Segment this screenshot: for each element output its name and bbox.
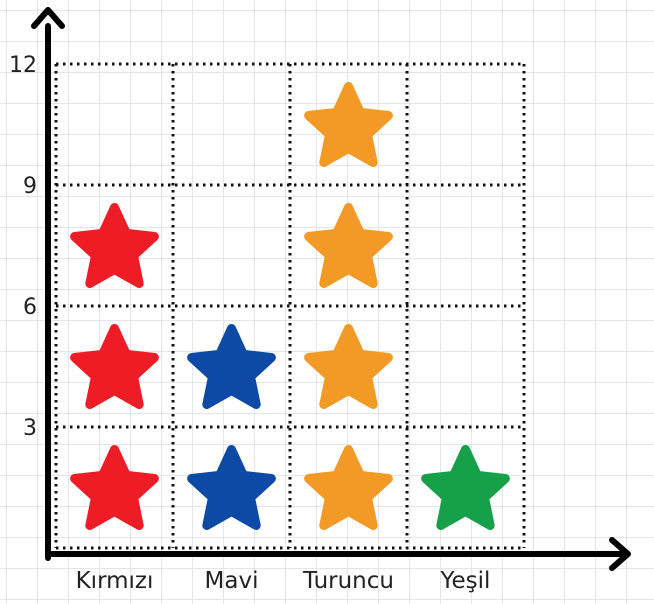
y-tick-label: 3 (23, 416, 37, 441)
star-icon (192, 329, 272, 405)
star-icon (75, 208, 155, 284)
star-icon (75, 450, 155, 526)
star-icon (309, 87, 389, 163)
x-tick-label: Yeşil (440, 568, 491, 594)
x-tick-label: Kırmızı (75, 568, 154, 594)
star-icon (309, 329, 389, 405)
y-tick-label: 6 (23, 295, 37, 320)
star-icon (309, 450, 389, 526)
x-tick-label: Mavi (204, 568, 259, 594)
y-tick-label: 9 (23, 174, 37, 199)
star-icon (192, 450, 272, 526)
x-tick-label: Turuncu (303, 568, 394, 594)
x-tick-labels (76, 568, 491, 594)
star-icon (75, 329, 155, 405)
stars (75, 87, 506, 526)
star-icon (309, 208, 389, 284)
star-icon (426, 450, 506, 526)
y-tick-label: 12 (9, 53, 37, 78)
y-tick-labels (9, 53, 37, 441)
